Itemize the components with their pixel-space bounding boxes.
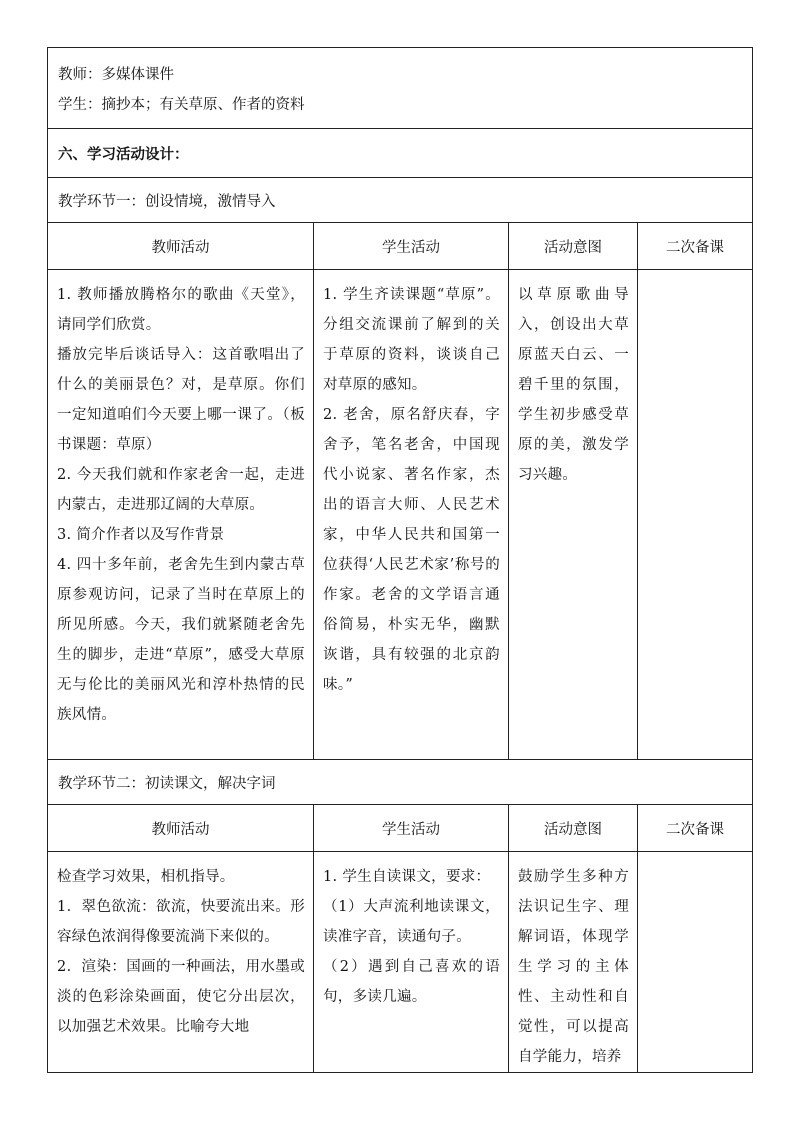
stage2-teacher-cell [48,852,314,1073]
prep-teacher: 教师：多媒体课件 [58,67,174,83]
stage2-teacher-para: 检查学习效果，相机指导。 [57,869,235,885]
stage2-intent-para: 鼓励学生多种方法识记生字、理解词语，体现学生学习的主体性、主动性和自觉性，可以提高自学能力，培养 [518,869,629,1065]
prep-row [48,48,753,129]
prep-student: 学生：摘抄本；有关草原、作者的资料 [58,97,305,113]
lesson-plan-table [47,47,753,1073]
stage2-intent-cell [509,852,638,1073]
lesson-plan-document [47,47,752,1073]
stage2-student-para: （2）遇到自己喜欢的语句，多读几遍。 [323,959,500,1005]
stage2-second-cell [638,852,753,1073]
stage1-student-cell [314,270,509,760]
header-teacher-activity: 教师活动 [48,805,314,852]
stage2-student-para: 1. 学生自读课文，要求： [323,869,491,885]
stage1-teacher-para: 1. 教师播放腾格尔的歌曲《天堂》，请同学们欣赏。 [57,287,305,333]
stage1-student-para: 2. 老舍，原名舒庆春，字舍予，笔名老舍，中国现代小说家、著名作家，杰出的语言大师、人民艺术家，中华人民共和国第一位获得‘人民艺术家’称号的作家。老舍的文学语言通俗简易，朴实无华，幽默诙谐，具有较强的北京韵味。” [323,407,500,693]
stage1-teacher-para: 2. 今天我们就和作家老舍一起，走进内蒙古，走进那辽阔的大草原。 [57,467,305,513]
stage1-teacher-para: 3. 简介作者以及写作背景 [57,527,225,543]
header-activity-intent: 活动意图 [509,223,638,270]
stage1-title-row [48,178,753,223]
stage1-intent-para: 以草原歌曲导入，创设出大草原蓝天白云、一碧千里的氛围，学生初步感受草原的美，激发学习兴趣。 [518,287,629,483]
header-activity-intent: 活动意图 [509,805,638,852]
stage1-intent-cell [509,270,638,760]
stage2-content-row [48,852,753,1073]
stage2-student-para: （1）大声流利地读课文，读准字音，读通句子。 [323,899,500,945]
stage1-second-cell [638,270,753,760]
header-student-activity: 学生活动 [314,805,509,852]
stage1-student-para: 1. 学生齐读课题“草原”。分组交流课前了解到的关于草原的资料，谈谈自己对草原的感知。 [323,287,500,393]
section-title: 六、学习活动设计： [48,129,753,178]
header-student-activity: 学生活动 [314,223,509,270]
header-second-prep: 二次备课 [638,223,753,270]
stage2-title-row [48,760,753,805]
stage1-content-row [48,270,753,760]
stage1-teacher-cell [48,270,314,760]
prep-cell [48,48,753,129]
stage2-header-row [48,805,753,852]
header-second-prep: 二次备课 [638,805,753,852]
stage1-title: 教学环节一：创设情境，激情导入 [48,178,753,223]
header-teacher-activity: 教师活动 [48,223,314,270]
stage2-teacher-para: 1．翠色欲流：欲流，快要流出来。形容绿色浓润得像要流淌下来似的。 [57,899,305,945]
stage1-teacher-para: 4. 四十多年前，老舍先生到内蒙古草原参观访问，记录了当时在草原上的所见所感。今天，我们就紧随老舍先生的脚步，走进“草原”，感受大草原无与伦比的美丽风光和淳朴热情的民族风情。 [57,557,305,723]
section-row [48,129,753,178]
stage1-header-row [48,223,753,270]
stage2-teacher-para: 2．渲染：国画的一种画法，用水墨或淡的色彩涂染画面，使它分出层次，以加强艺术效果。比喻夸大地 [57,959,305,1035]
stage2-title: 教学环节二：初读课文，解决字词 [48,760,753,805]
stage2-student-cell [314,852,509,1073]
stage1-teacher-para: 播放完毕后谈话导入：这首歌唱出了什么的美丽景色？对，是草原。你们一定知道咱们今天要上哪一课了。（板书课题：草原） [57,347,305,453]
